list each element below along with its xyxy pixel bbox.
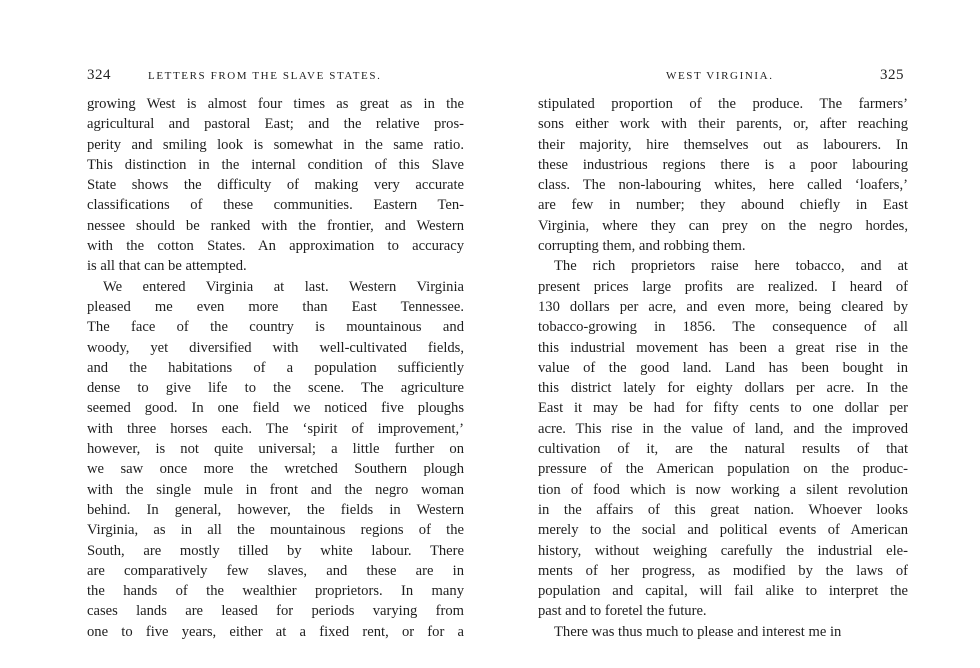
left-page-number: 324 (87, 67, 111, 83)
text-line: tion of food which is now working a silent revolution (538, 481, 908, 498)
text-line: seemed good. In one field we noticed five ploughs (87, 400, 464, 417)
text-line: woody, yet diversified with well-cultivated fields, (87, 339, 464, 356)
right-page (490, 0, 980, 668)
text-line: is all that can be attempted. (87, 258, 247, 275)
text-line: Virginia, as in all the mountainous regions of the (87, 522, 464, 539)
text-line: stipulated proportion of the produce. The farmers’ (538, 96, 908, 112)
text-line: We entered Virginia at last. Western Virginia (103, 278, 464, 295)
right-running-head: WEST VIRGINIA. (666, 70, 774, 82)
text-line: There was thus much to please and interest me in (554, 623, 842, 640)
text-line: their majority, hire themselves out as labourers. In (538, 136, 908, 153)
text-line: are few in number; they abound chiefly in East (538, 197, 908, 214)
text-line: merely to the social and political events of American (538, 522, 908, 539)
text-line: pressure of the American population on the produc- (538, 461, 908, 478)
text-line: behind. In general, however, the fields in Western (87, 501, 464, 518)
text-line: cases lands are leased for periods varying from (87, 603, 464, 620)
text-line: cultivation of it, are the natural results of that (538, 441, 908, 458)
text-line: State shows the difficulty of making very accurate (87, 177, 464, 194)
text-line: we saw once more the wretched Southern plough (87, 461, 464, 478)
text-line: with three horses each. The ‘spirit of improvement,’ (87, 420, 464, 437)
text-line: this district lately for eighty dollars per acre. In the (538, 380, 908, 397)
text-line: East it may be had for fifty cents to one dollar per (538, 400, 908, 417)
text-line: the hands of the wealthier proprietors. In many (87, 583, 464, 600)
text-line: however, is not quite universal; a little further on (87, 441, 464, 458)
text-line: in the affairs of this great nation. Whoever looks (538, 501, 908, 518)
text-line: with the cotton States. An approximation to accuracy (87, 238, 464, 255)
left-page-body (87, 94, 464, 642)
text-line: South, are mostly tilled by white labour. There (87, 542, 464, 559)
text-line: 130 dollars per acre, and even more, being cleared by (538, 298, 908, 315)
text-line: class. The non-labouring whites, here called ‘loafers,’ (538, 177, 908, 194)
text-line: population and capital, will fail alike to interpret the (538, 583, 908, 600)
right-page-body (538, 94, 908, 642)
text-line: one to five years, either at a fixed rent, or for a (87, 623, 464, 640)
text-line: The face of the country is mountainous and (87, 319, 464, 336)
text-line: present prices large profits are realized. I heard of (538, 278, 908, 295)
text-line: are comparatively few slaves, and these are in (87, 562, 464, 579)
right-page-number: 325 (880, 67, 904, 83)
text-line: The rich proprietors raise here tobacco, and at (554, 258, 908, 275)
text-line: agricultural and pastoral East; and the relative pros- (87, 116, 464, 133)
text-line: this industrial movement has been a great rise in the (538, 339, 908, 356)
text-line: dense to give life to the scene. The agriculture (87, 380, 464, 397)
text-line: history, without weighing carefully the industrial ele- (538, 542, 908, 559)
text-line: classifications of these communities. Eastern Ten- (87, 197, 464, 214)
text-line: value of the good land. Land has been bought in (538, 359, 908, 376)
text-line: tobacco-growing in 1856. The consequence of all (538, 319, 908, 336)
text-line: corrupting them, and robbing them. (538, 238, 746, 255)
text-line: growing West is almost four times as great as in the (87, 96, 464, 112)
text-line: and the habitations of a population sufficiently (87, 359, 464, 376)
text-line: perity and smiling look is somewhat in the same ratio. (87, 136, 464, 153)
text-line: nessee should be ranked with the frontier, and Western (87, 217, 464, 234)
text-line: This distinction in the internal condition of this Slave (87, 156, 464, 173)
text-line: these industrious regions there is a poor labouring (538, 156, 908, 173)
text-line: with the single mule in front and the negro woman (87, 481, 464, 498)
text-line: Virginia, where they can prey on the negro hordes, (538, 217, 908, 234)
text-line: acre. This rise in the value of land, and the improved (538, 420, 908, 437)
text-line: pleased me even more than East Tennessee. (87, 298, 464, 315)
left-running-head: LETTERS FROM THE SLAVE STATES. (148, 70, 382, 82)
text-line: past and to foretel the future. (538, 603, 707, 620)
text-line: ments of her progress, as modified by the laws of (538, 562, 908, 579)
text-line: sons either work with their parents, or, after reaching (538, 116, 908, 133)
